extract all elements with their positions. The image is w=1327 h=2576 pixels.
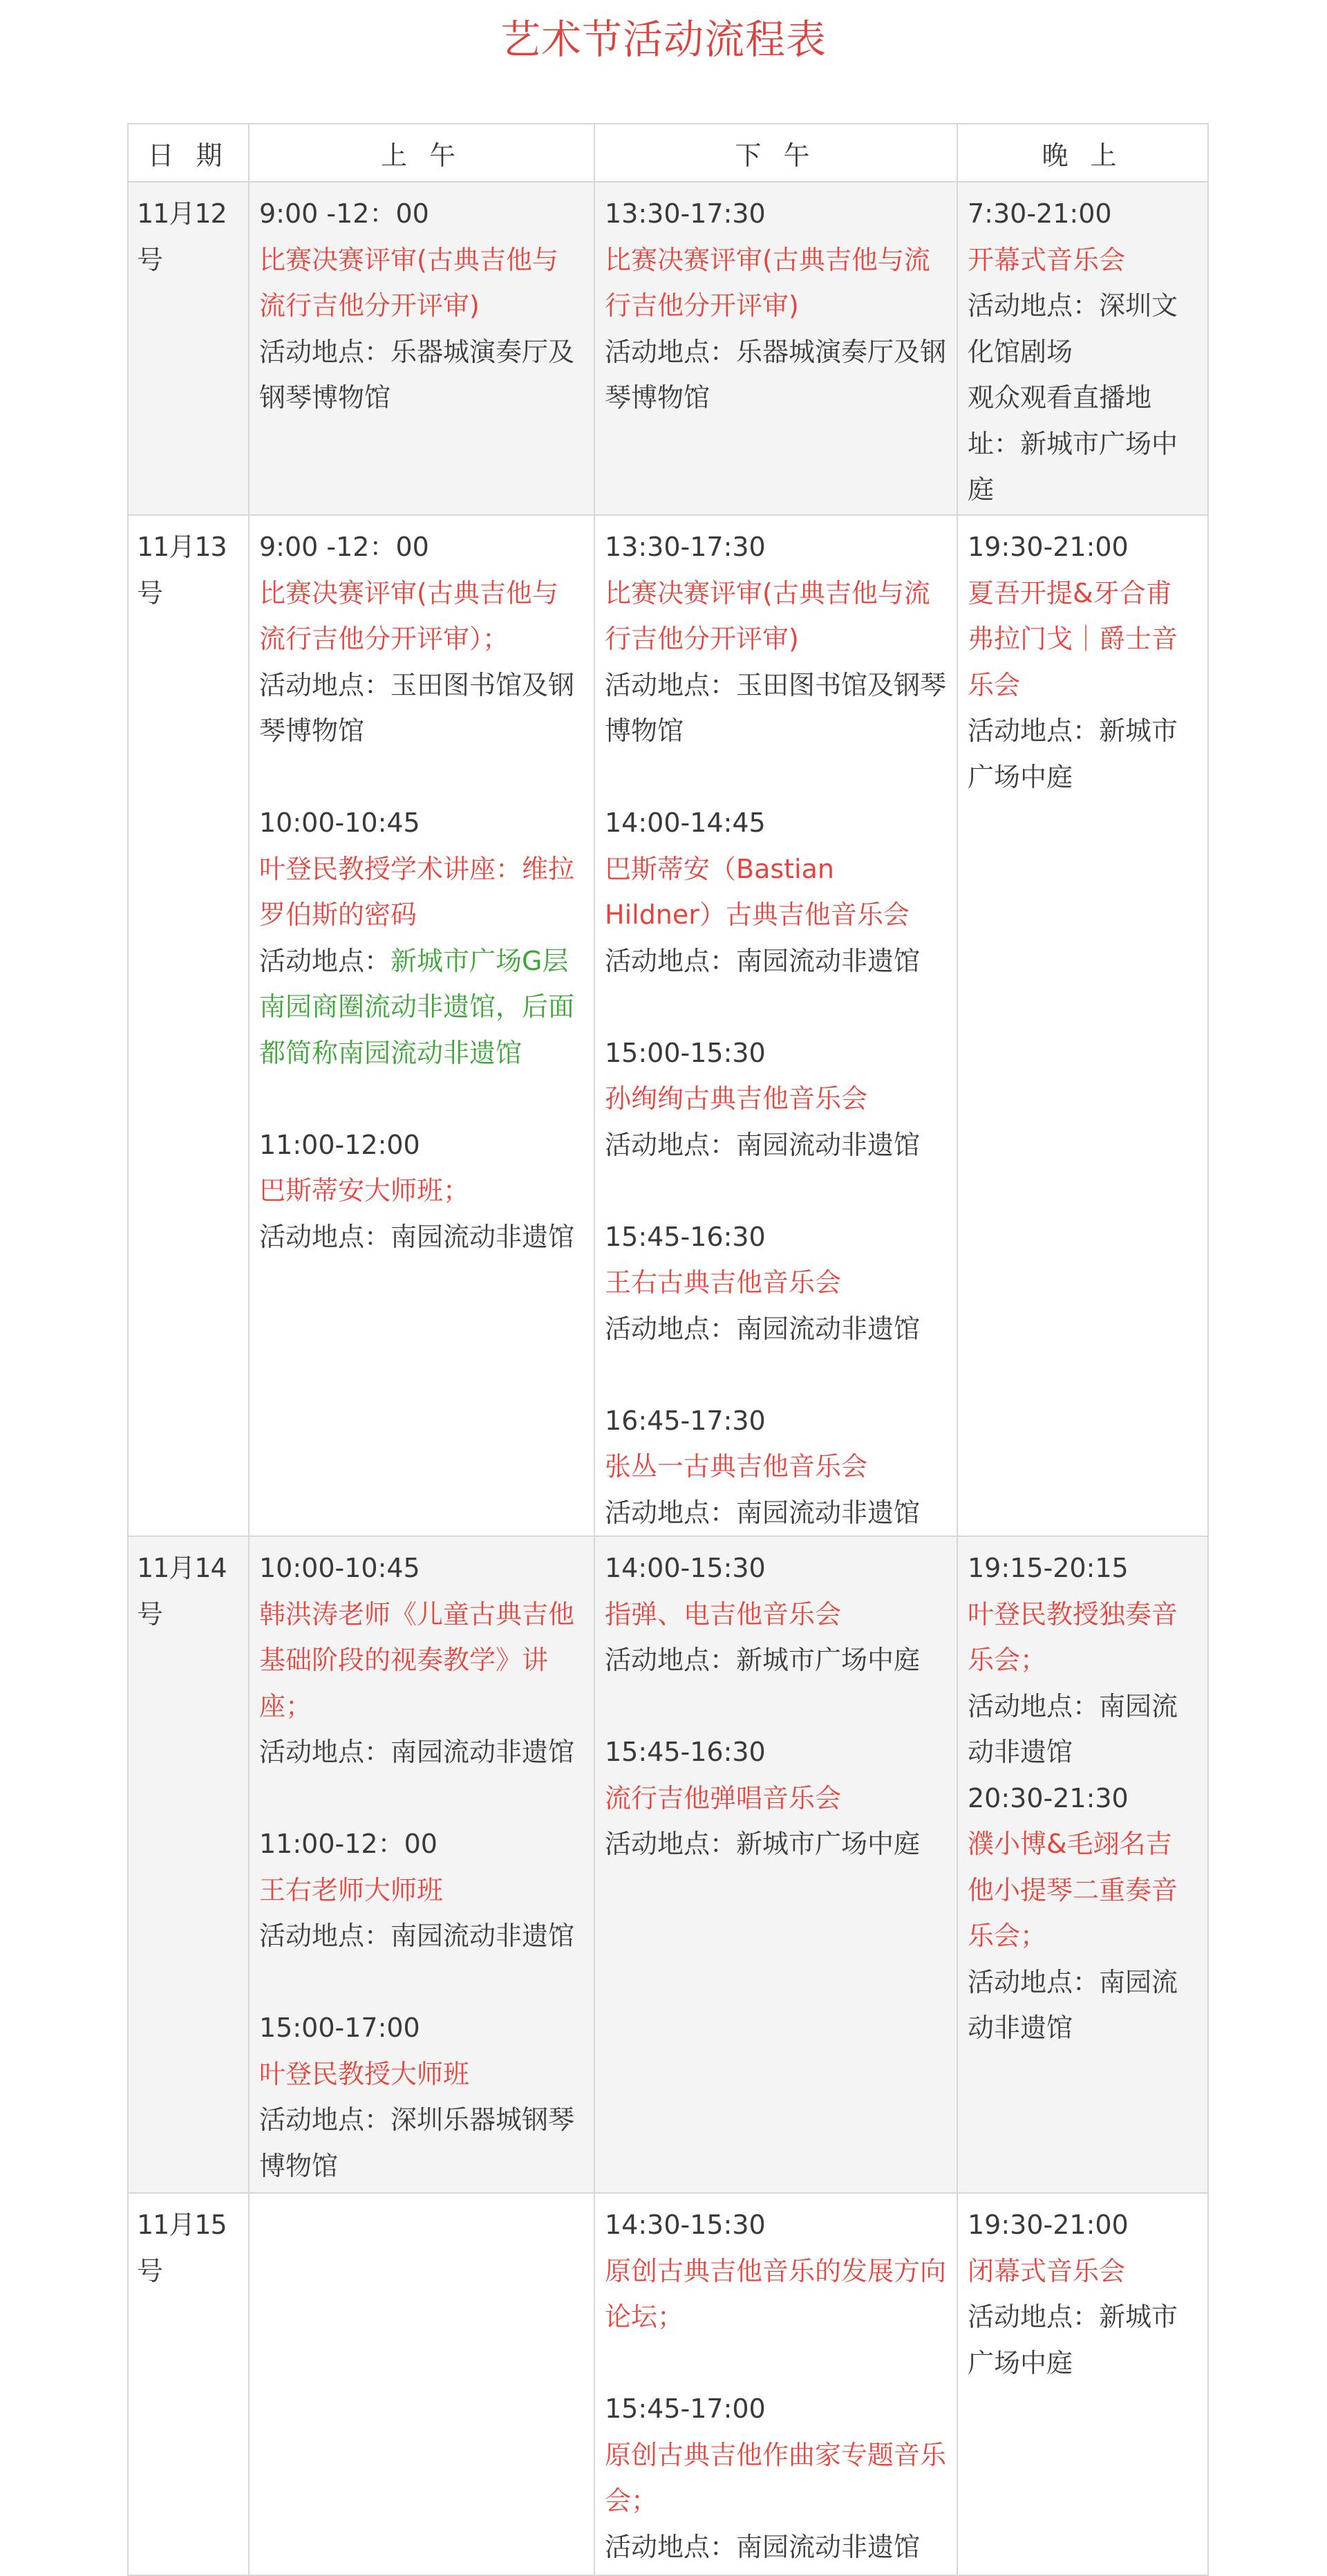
schedule-item <box>259 1122 584 1260</box>
item-time: 10:00-10:45 <box>259 1553 420 1583</box>
item-event: 原创古典吉他作曲家专题音乐会； <box>605 2439 947 2516</box>
item-location: 活动地点：南园流动非遗馆 <box>259 1921 575 1951</box>
morning-cell <box>249 182 594 515</box>
item-event: 叶登民教授独奏音乐会； <box>968 1598 1178 1675</box>
item-location: 活动地点：南园流动非遗馆 <box>968 1966 1178 2043</box>
table-row <box>128 515 1208 1536</box>
header-date: 日 期 <box>128 124 249 182</box>
item-time: 19:30-21:00 <box>968 532 1129 562</box>
schedule-item <box>605 191 947 421</box>
item-location: 活动地点：南园流动非遗馆 <box>605 1129 921 1160</box>
item-time: 13:30-17:30 <box>605 198 766 229</box>
item-location: 活动地点：南园流动非遗馆 <box>605 2531 921 2562</box>
item-location: 活动地点：南园流动非遗馆 <box>259 1221 575 1252</box>
item-time: 7:30-21:00 <box>968 198 1112 229</box>
header-afternoon: 下 午 <box>594 124 957 182</box>
item-time: 19:15-20:15 <box>968 1553 1129 1583</box>
item-location: 活动地点：乐器城演奏厅及钢琴博物馆 <box>259 336 575 413</box>
schedule-item <box>605 1398 947 1536</box>
item-time: 15:45-17:00 <box>605 2393 766 2424</box>
item-event: 比赛决赛评审(古典吉他与流行吉他分开评审) <box>605 244 930 321</box>
location-label: 活动地点： <box>259 945 391 976</box>
schedule-item <box>259 1545 584 1775</box>
item-time: 10:00-10:45 <box>259 808 420 838</box>
item-time: 14:00-15:30 <box>605 1553 766 1583</box>
item-event: 比赛决赛评审(古典吉他与流行吉他分开评审) <box>259 244 558 321</box>
item-location: 活动地点：玉田图书馆及钢琴博物馆 <box>259 669 575 746</box>
schedule-item <box>259 800 584 1076</box>
item-location: 活动地点：玉田图书馆及钢琴博物馆 <box>605 669 947 746</box>
spacer <box>605 1168 947 1214</box>
schedule-item <box>605 1729 947 1867</box>
spacer <box>605 1683 947 1730</box>
evening-cell <box>957 2193 1208 2575</box>
schedule-item <box>259 2005 584 2189</box>
item-event: 巴斯蒂安大师班； <box>259 1175 470 1206</box>
afternoon-cell <box>594 2193 957 2575</box>
schedule-item <box>259 524 584 754</box>
evening-cell <box>957 515 1208 1536</box>
schedule-item <box>605 1214 947 1352</box>
item-event: 比赛决赛评审(古典吉他与流行吉他分开评审) <box>605 577 930 654</box>
item-event: 王右古典吉他音乐会 <box>605 1267 842 1298</box>
afternoon-cell <box>594 182 957 515</box>
afternoon-cell <box>594 515 957 1536</box>
date-cell: 11月14号 <box>128 1536 249 2193</box>
spacer <box>259 1775 584 1822</box>
date-cell: 11月13号 <box>128 515 249 1536</box>
schedule-item <box>605 1545 947 1683</box>
morning-cell <box>249 515 594 1536</box>
header-row <box>128 124 1208 182</box>
afternoon-cell <box>594 1536 957 2193</box>
item-time: 19:30-21:00 <box>968 2210 1129 2240</box>
schedule-item <box>605 800 947 984</box>
item-time: 14:30-15:30 <box>605 2210 766 2240</box>
item-time: 13:30-17:30 <box>605 532 766 562</box>
item-location: 活动地点：南园流动非遗馆 <box>605 945 921 976</box>
item-event: 王右老师大师班 <box>259 1874 444 1905</box>
item-location: 活动地点：新城市广场中庭 <box>605 1645 921 1675</box>
item-event: 张丛一古典吉他音乐会 <box>605 1451 868 1482</box>
table-row <box>128 2193 1208 2575</box>
item-location: 活动地点：南园流动非遗馆 <box>968 1690 1178 1767</box>
item-event: 叶登民教授学术讲座：维拉罗伯斯的密码 <box>259 853 575 930</box>
item-event: 夏吾开提&牙合甫弗拉门戈｜爵士音乐会 <box>968 577 1178 700</box>
item-event: 濮小博&毛翊名吉他小提琴二重奏音乐会； <box>968 1829 1178 1951</box>
item-location: 活动地点：南园流动非遗馆 <box>605 1313 921 1344</box>
morning-cell <box>249 1536 594 2193</box>
item-location: 活动地点：新城市广场中庭 <box>605 1829 921 1859</box>
item-event: 闭幕式音乐会 <box>968 2255 1126 2286</box>
schedule-item <box>605 524 947 754</box>
item-event: 韩洪涛老师《儿童古典吉他基础阶段的视奏教学》讲座； <box>259 1598 575 1721</box>
evening-cell <box>957 1536 1208 2193</box>
item-time: 20:30-21:30 <box>968 1782 1129 1813</box>
schedule-table <box>127 123 1209 2576</box>
table-row <box>128 1536 1208 2193</box>
item-time: 14:00-14:45 <box>605 808 766 838</box>
item-time: 9:00 -12：00 <box>259 532 429 562</box>
item-location <box>259 938 584 1076</box>
item-location: 活动地点：深圳乐器城钢琴博物馆 <box>259 2104 575 2181</box>
schedule-item <box>605 2386 947 2570</box>
schedule-item <box>605 2202 947 2340</box>
page-title: 艺术节活动流程表 <box>500 16 827 63</box>
evening-cell <box>957 182 1208 515</box>
spacer <box>259 1959 584 2006</box>
table-row <box>128 182 1208 515</box>
item-event: 比赛决赛评审(古典吉他与流行吉他分开评审）； <box>259 577 558 654</box>
schedule-item <box>968 2202 1198 2386</box>
spacer <box>605 2340 947 2387</box>
item-time: 9:00 -12：00 <box>259 198 429 229</box>
item-location: 活动地点：深圳文化馆剧场 <box>968 290 1178 367</box>
location-note: 新城市广场G层南园商圈流动非遗馆，后面都简称南园流动非遗馆 <box>259 945 575 1068</box>
item-location: 活动地点：南园流动非遗馆 <box>259 1737 575 1767</box>
spacer <box>259 1076 584 1122</box>
header-evening: 晚 上 <box>957 124 1208 182</box>
schedule-item <box>259 1821 584 1959</box>
item-stream-location: 观众观看直播地址：新城市广场中庭 <box>968 382 1178 505</box>
item-event: 巴斯蒂安（Bastian Hildner）古典吉他音乐会 <box>605 853 910 930</box>
date-cell: 11月12号 <box>128 182 249 515</box>
spacer <box>605 754 947 801</box>
spacer <box>605 1352 947 1398</box>
item-location: 活动地点：乐器城演奏厅及钢琴博物馆 <box>605 336 947 413</box>
item-time: 11:00-12:00 <box>259 1129 420 1160</box>
spacer <box>259 754 584 801</box>
schedule-item <box>605 1030 947 1168</box>
schedule-item <box>259 191 584 421</box>
item-time: 15:00-15:30 <box>605 1037 766 1068</box>
item-location: 活动地点：新城市广场中庭 <box>968 716 1178 792</box>
item-time: 15:45-16:30 <box>605 1221 766 1252</box>
item-time: 15:45-16:30 <box>605 1737 766 1767</box>
header-morning: 上 午 <box>249 124 594 182</box>
item-event: 开幕式音乐会 <box>968 244 1126 275</box>
item-time: 16:45-17:30 <box>605 1405 766 1436</box>
item-event: 原创古典吉他音乐的发展方向论坛； <box>605 2255 947 2332</box>
item-event: 叶登民教授大师班 <box>259 2058 470 2089</box>
item-time: 15:00-17:00 <box>259 2013 420 2043</box>
date-cell: 11月15号 <box>128 2193 249 2575</box>
item-event: 指弹、电吉他音乐会 <box>605 1598 842 1630</box>
morning-cell <box>249 2193 594 2575</box>
schedule-item <box>968 1775 1198 2051</box>
item-location: 活动地点：南园流动非遗馆 <box>605 1497 921 1528</box>
item-event: 流行吉他弹唱音乐会 <box>605 1782 842 1813</box>
schedule-item <box>968 524 1198 800</box>
item-event: 孙绚绚古典吉他音乐会 <box>605 1083 868 1114</box>
item-time: 11:00-12：00 <box>259 1829 437 1859</box>
spacer <box>605 984 947 1030</box>
schedule-item <box>968 1545 1198 1775</box>
schedule-item <box>968 191 1198 513</box>
item-location: 活动地点：新城市广场中庭 <box>968 2302 1178 2378</box>
